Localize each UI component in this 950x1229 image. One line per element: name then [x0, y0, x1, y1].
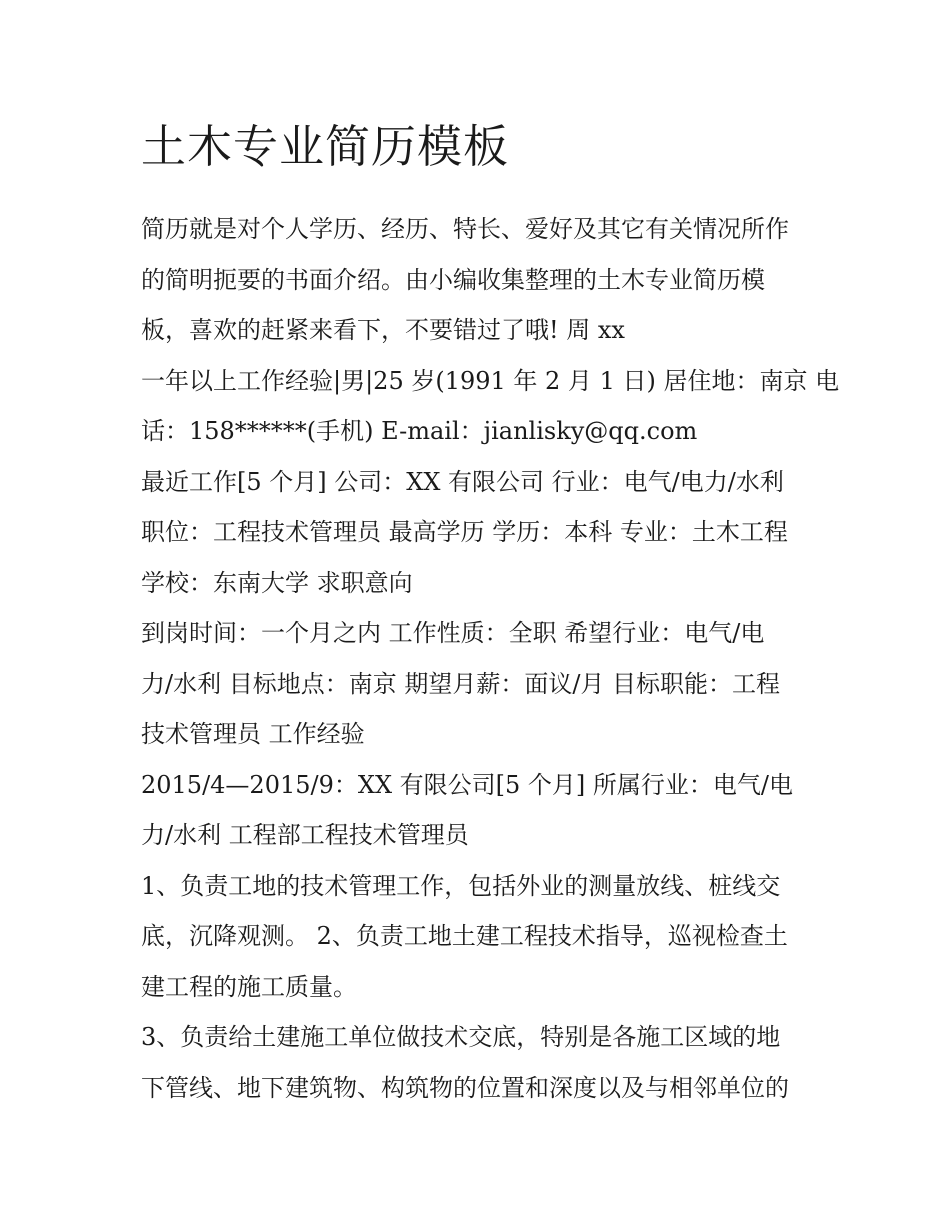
paragraph-line: 2015/4—2015/9：XX 有限公司[5 个月] 所属行业：电气/电: [141, 770, 794, 799]
paragraph-line: 板，喜欢的赶紧来看下，不要错过了哦! 周 xx: [141, 316, 625, 344]
paragraph-line: 力/水利 目标地点：南京 期望月薪：面议/月 目标职能：工程: [141, 669, 781, 698]
paragraph-line: 技术管理员 工作经验: [141, 720, 365, 748]
paragraph-line: 最近工作[5 个月] 公司：XX 有限公司 行业：电气/电力/水利: [141, 467, 784, 496]
paragraph-line: 的简明扼要的书面介绍。由小编收集整理的土木专业简历模: [141, 265, 765, 294]
paragraph-line: 1、负责工地的技术管理工作，包括外业的测量放线、桩线交: [141, 871, 781, 900]
paragraph-line: 3、负责给土建施工单位做技术交底，特别是各施工区域的地: [141, 1023, 781, 1051]
paragraph-line: 下管线、地下建筑物、构筑物的位置和深度以及与相邻单位的: [141, 1073, 789, 1102]
paragraph-line: 底，沉降观测。 2、负责工地土建工程技术指导，巡视检查土: [141, 922, 788, 950]
document-content: [141, 112, 840, 1113]
paragraph-line: 一年以上工作经验|男|25 岁(1991 年 2 月 1 日) 居住地：南京 电: [141, 366, 840, 395]
paragraph-line: 职位：工程技术管理员 最高学历 学历：本科 专业：土木工程: [141, 518, 788, 546]
paragraph-line: 话：158******(手机) E-mail：jianlisky@qq.com: [141, 417, 698, 445]
paragraph-line: 简历就是对个人学历、经历、特长、爱好及其它有关情况所作: [141, 215, 789, 243]
page-title: 土木专业简历模板: [141, 120, 510, 173]
paragraph-line: 力/水利 工程部工程技术管理员: [141, 821, 469, 849]
document-body: [141, 204, 840, 1113]
paragraph-line: 建工程的施工质量。: [141, 972, 357, 1001]
paragraph-line: 到岗时间：一个月之内 工作性质：全职 希望行业：电气/电: [141, 619, 765, 647]
paragraph-line: 学校：东南大学 求职意向: [141, 568, 413, 597]
